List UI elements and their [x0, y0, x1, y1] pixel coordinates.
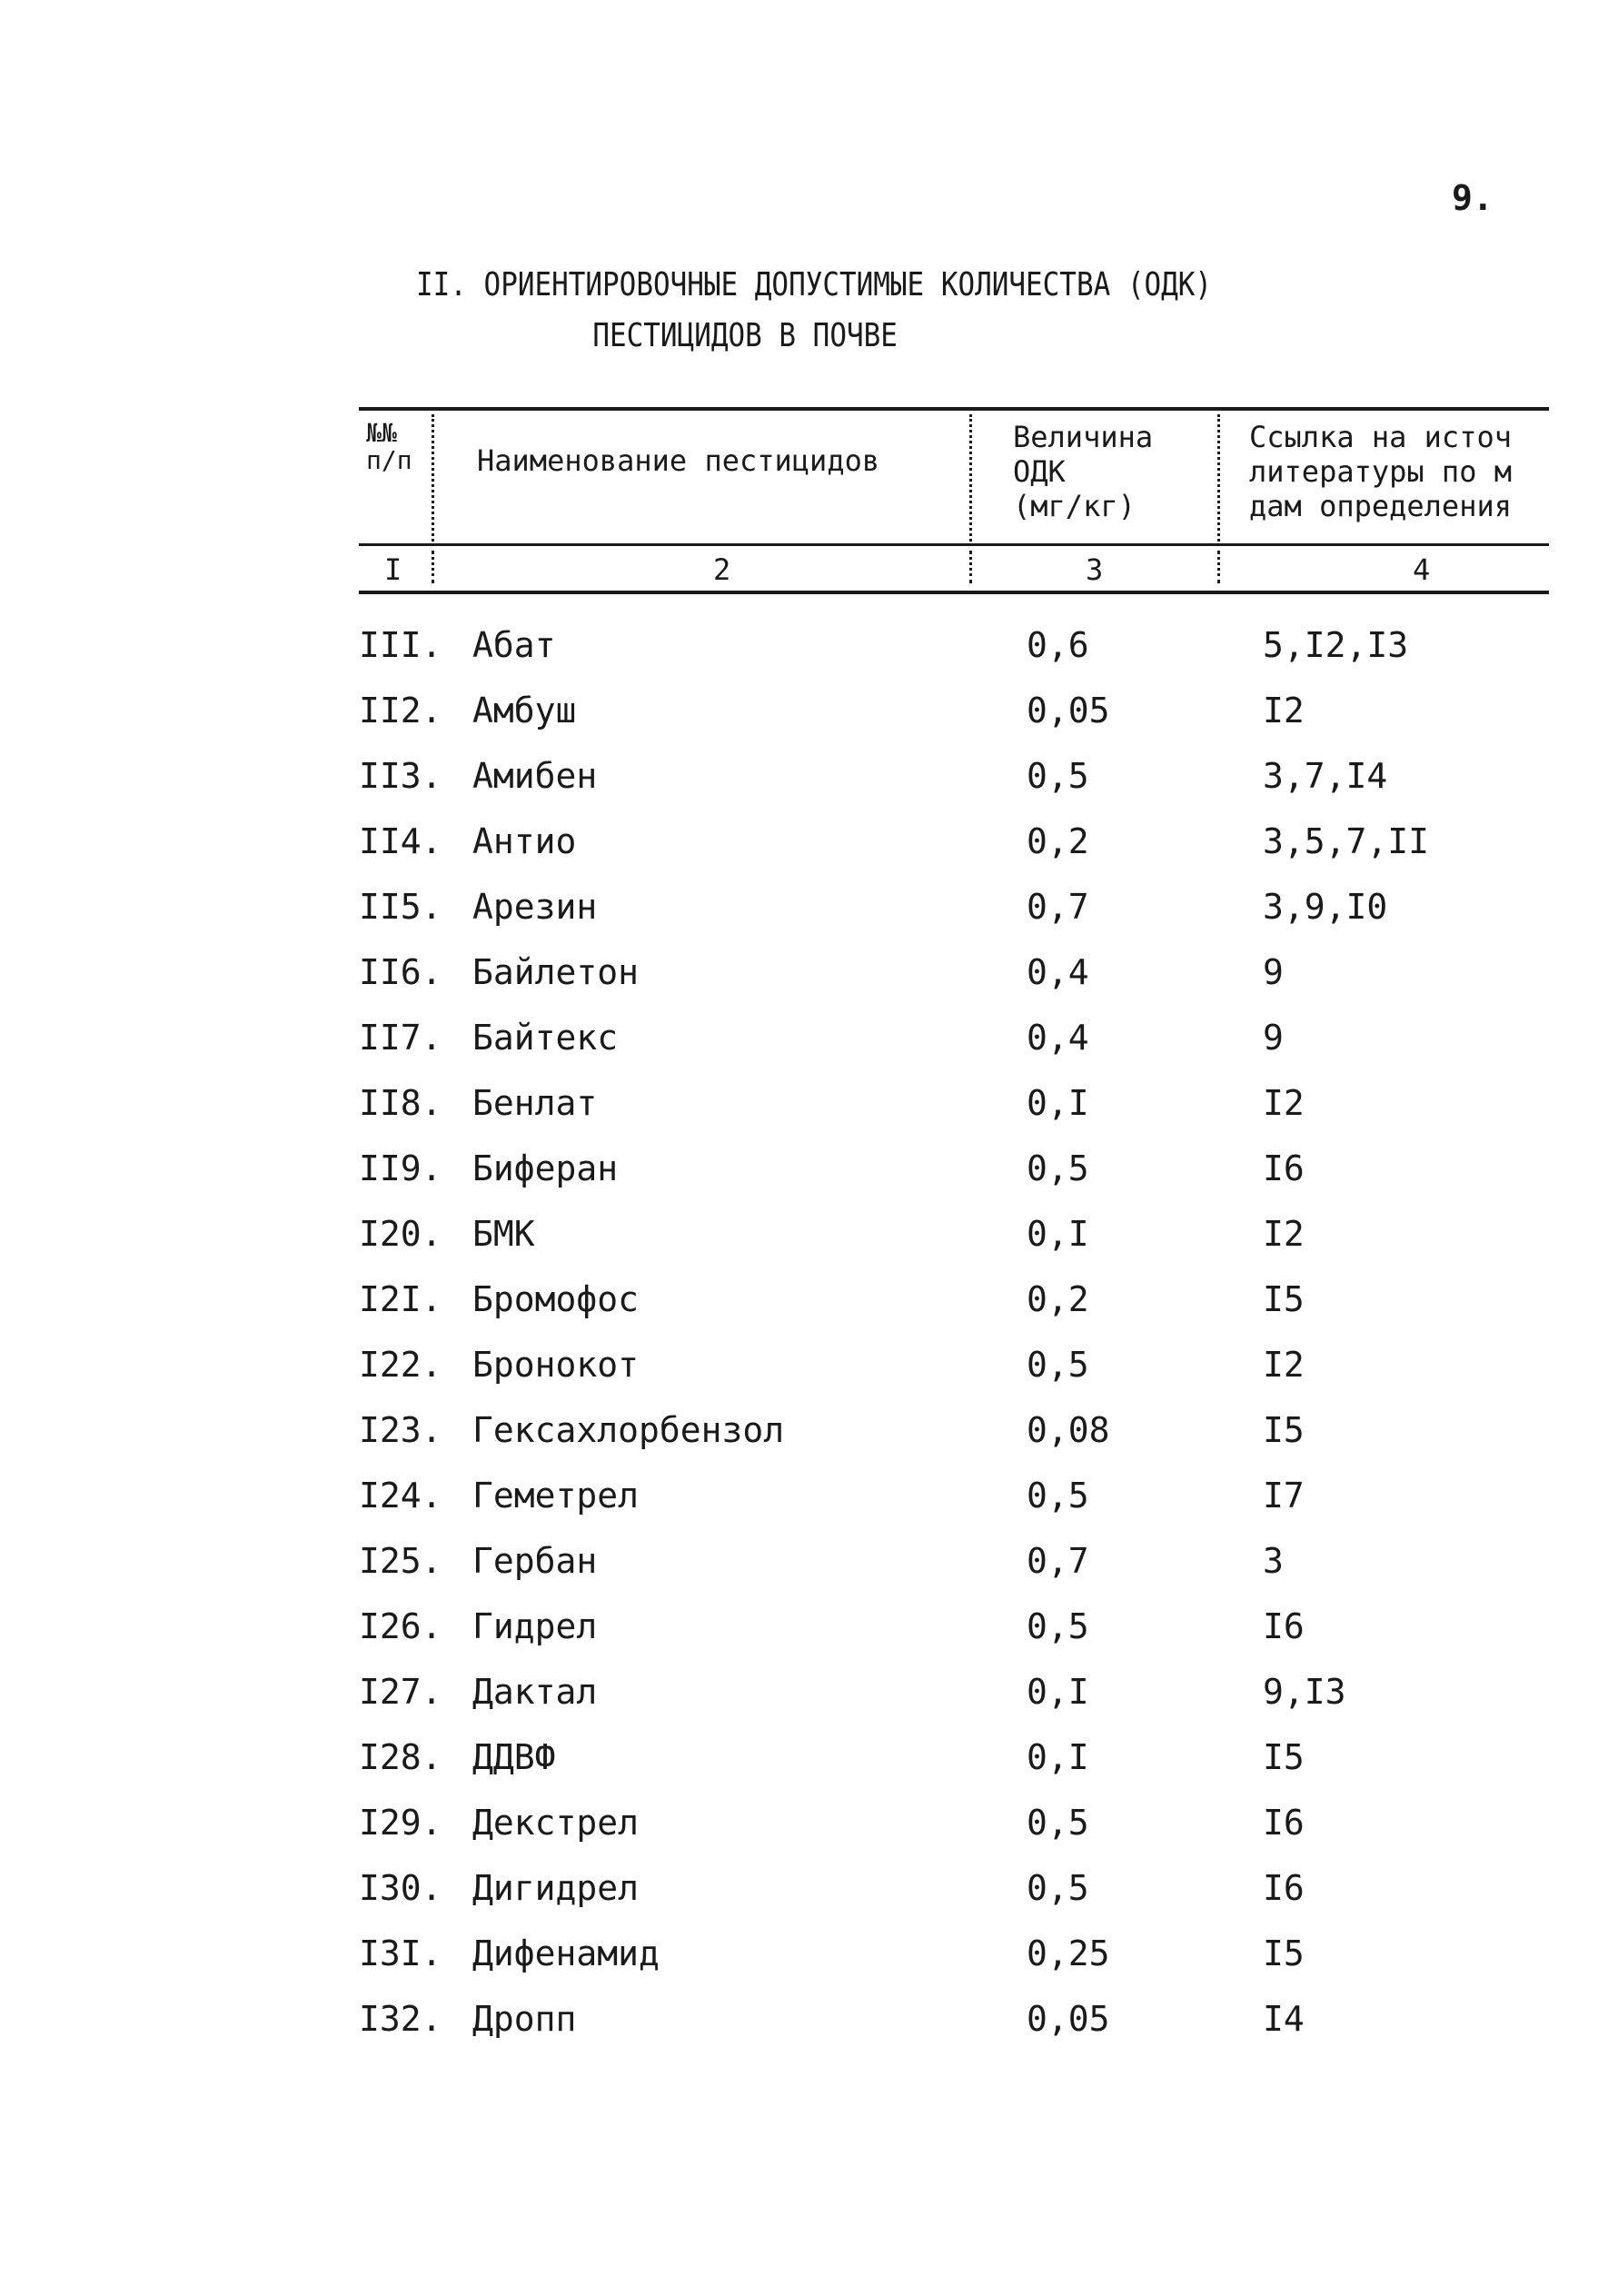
- pesticide-name: Арезин: [472, 887, 598, 927]
- header-number: [366, 420, 412, 474]
- reference: I2: [1263, 1083, 1305, 1123]
- row-number: I30.: [359, 1868, 442, 1908]
- pesticide-name: Декстрел: [472, 1803, 640, 1843]
- odk-value: 0,5: [1027, 1345, 1089, 1385]
- odk-value: 0,05: [1027, 1999, 1110, 2039]
- table-header-rule: [359, 543, 1549, 546]
- odk-value: 0,05: [1027, 691, 1110, 731]
- odk-value: 0,5: [1027, 1803, 1089, 1843]
- table-row: [359, 874, 1549, 939]
- row-number: II7.: [359, 1018, 442, 1058]
- pesticide-name: Байлетон: [472, 952, 640, 992]
- odk-value: 0,2: [1027, 821, 1089, 861]
- reference: I5: [1263, 1410, 1305, 1450]
- odk-value: 0,7: [1027, 887, 1089, 927]
- reference: 9,I3: [1263, 1672, 1346, 1712]
- header-reference-line: Ссылка на источ: [1249, 420, 1512, 454]
- row-number: I28.: [359, 1737, 442, 1777]
- table-row: [359, 1659, 1549, 1724]
- row-number: I29.: [359, 1803, 442, 1843]
- reference: I5: [1263, 1933, 1305, 1973]
- pesticide-name: Гидрел: [472, 1606, 598, 1646]
- reference: I5: [1263, 1279, 1305, 1319]
- odk-value: 0,I: [1027, 1083, 1089, 1123]
- pesticide-name: Бенлат: [472, 1083, 598, 1123]
- odk-value: 0,I: [1027, 1214, 1089, 1254]
- table-row: [359, 1463, 1549, 1528]
- row-number: II4.: [359, 821, 442, 861]
- reference: 5,I2,I3: [1263, 625, 1409, 665]
- row-number: I24.: [359, 1476, 442, 1516]
- reference: 9: [1263, 952, 1284, 992]
- pesticide-name: БМК: [472, 1214, 535, 1254]
- table-row: [359, 1397, 1549, 1463]
- pesticide-name: Антио: [472, 821, 577, 861]
- table-row: [359, 1005, 1549, 1070]
- reference: I6: [1263, 1606, 1305, 1646]
- row-number: I3I.: [359, 1933, 442, 1973]
- reference: 9: [1263, 1018, 1284, 1058]
- row-number: II9.: [359, 1148, 442, 1188]
- table-row: [359, 1528, 1549, 1594]
- pesticide-name: Геметрел: [472, 1476, 640, 1516]
- odk-value: 0,25: [1027, 1933, 1110, 1973]
- pesticide-name: Биферан: [472, 1148, 619, 1188]
- table-row: [359, 1136, 1549, 1201]
- page-number: 9.: [1452, 178, 1494, 218]
- row-number: II8.: [359, 1083, 442, 1123]
- column-separator: [432, 414, 434, 542]
- reference: I4: [1263, 1999, 1305, 2039]
- odk-value: 0,6: [1027, 625, 1089, 665]
- table-top-rule: [359, 407, 1549, 411]
- reference: I6: [1263, 1868, 1305, 1908]
- pesticide-name: Гексахлорбензол: [472, 1410, 785, 1450]
- pesticide-name: Байтекс: [472, 1018, 619, 1058]
- column-separator: [432, 551, 434, 583]
- row-number: III.: [359, 625, 442, 665]
- pesticide-name: Бронокот: [472, 1345, 640, 1385]
- odk-value: 0,7: [1027, 1541, 1089, 1581]
- table-row: [359, 1201, 1549, 1267]
- table-row: [359, 678, 1549, 743]
- header-number-line: №№: [366, 418, 397, 448]
- row-number: I25.: [359, 1541, 442, 1581]
- column-number: 4: [1413, 552, 1431, 587]
- table-row: [359, 939, 1549, 1005]
- header-number-line: п/п: [366, 445, 412, 475]
- header-reference-line: дам определения: [1249, 489, 1512, 523]
- row-number: I23.: [359, 1410, 442, 1450]
- reference: 3,7,I4: [1263, 756, 1388, 796]
- section-title: [416, 260, 1212, 362]
- odk-value: 0,I: [1027, 1737, 1089, 1777]
- row-number: I32.: [359, 1999, 442, 2039]
- odk-value: 0,5: [1027, 756, 1089, 796]
- reference: 3,5,7,II: [1263, 821, 1430, 861]
- table-row: [359, 1921, 1549, 1986]
- reference: I5: [1263, 1737, 1305, 1777]
- column-separator: [1217, 551, 1220, 583]
- pesticide-name: ДДВФ: [472, 1737, 556, 1777]
- row-number: II5.: [359, 887, 442, 927]
- section-title-line1: II. ОРИЕНТИРОВОЧНЫЕ ДОПУСТИМЫЕ КОЛИЧЕСТВА (ОДК): [416, 266, 1213, 303]
- row-number: II2.: [359, 691, 442, 731]
- reference: 3: [1263, 1541, 1284, 1581]
- section-title-line2: ПЕСТИЦИДОВ В ПОЧВЕ: [592, 317, 898, 354]
- header-value-line: (мг/кг): [1013, 489, 1136, 523]
- header-reference: [1249, 420, 1549, 523]
- reference: I2: [1263, 1214, 1305, 1254]
- header-value-line: ОДК: [1013, 454, 1066, 489]
- reference: I2: [1263, 691, 1305, 731]
- column-number: 3: [1086, 552, 1104, 587]
- reference: I2: [1263, 1345, 1305, 1385]
- row-number: II6.: [359, 952, 442, 992]
- odk-value: 0,5: [1027, 1148, 1089, 1188]
- row-number: II3.: [359, 756, 442, 796]
- pesticide-name: Амибен: [472, 756, 598, 796]
- table-row: [359, 743, 1549, 809]
- odk-value: 0,I: [1027, 1672, 1089, 1712]
- row-number: I20.: [359, 1214, 442, 1254]
- table-row: [359, 1724, 1549, 1790]
- table-row: [359, 1855, 1549, 1921]
- pesticide-name: Дифенамид: [472, 1933, 660, 1973]
- odk-value: 0,5: [1027, 1476, 1089, 1516]
- table-row: [359, 1986, 1549, 2052]
- row-number: I26.: [359, 1606, 442, 1646]
- pesticide-name: Бромофос: [472, 1279, 640, 1319]
- table-row: [359, 1267, 1549, 1332]
- table-row: [359, 612, 1549, 678]
- table-row: [359, 1594, 1549, 1659]
- header-value: [1013, 420, 1153, 523]
- header-value-line: Величина: [1013, 420, 1154, 454]
- header-reference-line: литературы по м: [1249, 454, 1512, 489]
- column-separator: [969, 551, 972, 583]
- pesticide-name: Дактал: [472, 1672, 598, 1712]
- column-number: I: [384, 552, 402, 587]
- odk-value: 0,5: [1027, 1606, 1089, 1646]
- table-row: [359, 1790, 1549, 1855]
- odk-value: 0,08: [1027, 1410, 1110, 1450]
- reference: I6: [1263, 1803, 1305, 1843]
- reference: I7: [1263, 1476, 1305, 1516]
- table-column-number-rule: [359, 591, 1549, 594]
- row-number: I27.: [359, 1672, 442, 1712]
- column-separator: [969, 414, 972, 542]
- reference: 3,9,I0: [1263, 887, 1388, 927]
- pesticide-name: Амбуш: [472, 691, 577, 731]
- column-separator: [1217, 414, 1220, 542]
- table-row: [359, 809, 1549, 874]
- header-name: Наименование пестицидов: [477, 443, 880, 478]
- reference: I6: [1263, 1148, 1305, 1188]
- row-number: I22.: [359, 1345, 442, 1385]
- odk-value: 0,5: [1027, 1868, 1089, 1908]
- odk-value: 0,4: [1027, 952, 1089, 992]
- odk-value: 0,4: [1027, 1018, 1089, 1058]
- row-number: I2I.: [359, 1279, 442, 1319]
- pesticide-name: Дропп: [472, 1999, 577, 2039]
- pesticide-name: Абат: [472, 625, 556, 665]
- odk-value: 0,2: [1027, 1279, 1089, 1319]
- column-number: 2: [713, 552, 731, 587]
- table-row: [359, 1332, 1549, 1397]
- table-row: [359, 1070, 1549, 1136]
- table-body: [359, 612, 1549, 2052]
- pesticide-name: Гербан: [472, 1541, 598, 1581]
- pesticide-name: Дигидрел: [472, 1868, 640, 1908]
